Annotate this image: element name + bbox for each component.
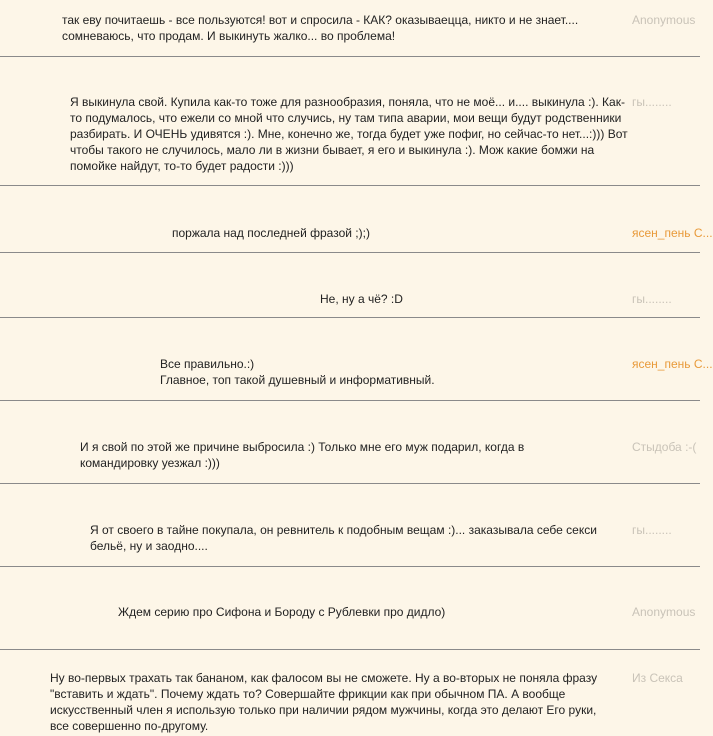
comment-item bbox=[0, 253, 700, 317]
comment-item bbox=[0, 186, 713, 252]
comment-item bbox=[0, 0, 700, 56]
comment-text: поржала над последней фразой ;);) bbox=[172, 226, 370, 240]
comment-text: Ждем серию про Сифона и Бороду с Рублевки про дидло) bbox=[118, 605, 446, 619]
comment-text: так еву почитаешь - все пользуются! вот и спросила - КАК? оказываецца, никто и не знает.... сомневаюсь, что продам. И выкинуть жалко... во проблема! bbox=[62, 13, 579, 43]
comment-text: Ну во-первых трахать так бананом, как фалосом вы не сможете. Ну а во-вторых не поняла фразу "вставить и ждать". Почему ждать то? Совершайте фрикции как при обычном ПА. А вообще искусственный член я использую только при наличии рядом мужчины, когда это делают Его руки, все совершенно по-другому. bbox=[50, 671, 598, 733]
comment-item bbox=[0, 567, 700, 649]
comment-text: Я выкинула свой. Купила как-то тоже для разнообразия, поняла, что не моё... и.... выкинула :). Как-то подумалось, что ежели со мной что случись, ну там типа аварии, мои вещи будут родственники разбирать. И ОЧЕНЬ удивятся :). Мне, конечно же, тогда будет уже пофиг, но сейчас-то нет...:))) Вот чтобы такого не случилось, мало ли в жизни бывает, я его и выкинула :). Мож какие бомжи на помойке найдут, то-то будет радости :))) bbox=[70, 95, 628, 173]
comment-author[interactable]: ясен_пень С... bbox=[632, 226, 713, 240]
comment-item bbox=[0, 401, 700, 483]
comment-author[interactable]: ясен_пень С... bbox=[632, 357, 713, 371]
comment-author[interactable]: Anonymous bbox=[632, 605, 696, 619]
comment-text: И я свой по этой же причине выбросила :) Только мне его муж подарил, когда в командировку уезжал :))) bbox=[80, 440, 525, 470]
comment-text: Не, ну а чё? :D bbox=[320, 292, 403, 306]
comment-text: Я от своего в тайне покупала, он ревнитель к подобным вещам :)... заказывала себе секси бельё, ну и заодно.... bbox=[90, 523, 597, 553]
comment-item bbox=[0, 57, 700, 185]
comment-author[interactable]: гы........ bbox=[632, 292, 672, 306]
comment-item bbox=[0, 318, 713, 400]
comment-author[interactable]: гы........ bbox=[632, 95, 672, 109]
comment-author[interactable]: гы........ bbox=[632, 523, 672, 537]
comment-author[interactable]: Anonymous bbox=[632, 13, 696, 27]
comment-item bbox=[0, 484, 700, 566]
comment-text: Все правильно.:) Главное, топ такой душевный и информативный. bbox=[160, 357, 435, 387]
comment-author[interactable]: Из Секса bbox=[632, 671, 683, 685]
comment-item bbox=[0, 650, 700, 736]
comment-author[interactable]: Стыдоба :-( bbox=[632, 440, 697, 454]
